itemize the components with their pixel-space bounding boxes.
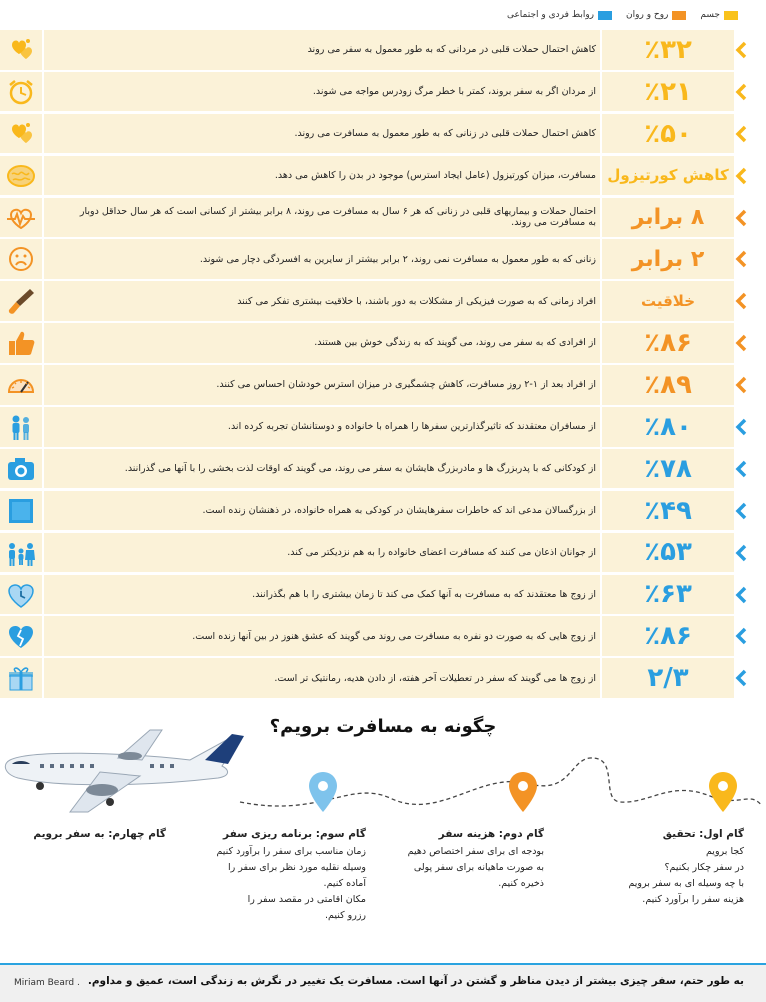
airplane-icon — [0, 720, 250, 830]
stat-description-text: کاهش احتمال حملات قلبی در زنانی که به طور معمول به مسافرت می روند. — [294, 128, 596, 140]
chevron-left-icon — [734, 292, 748, 310]
stat-value: ٪۷۸ — [644, 453, 692, 484]
chevron-left-icon — [734, 502, 748, 520]
chevron-left-icon — [734, 460, 748, 478]
stat-value: ٪۸۹ — [644, 369, 692, 400]
stat-value: ٪۵۰ — [644, 118, 692, 149]
chevron-left-icon — [734, 669, 748, 687]
step-research — [594, 826, 744, 908]
chevron-left-icon — [734, 250, 748, 268]
stat-description — [76, 30, 596, 70]
chevron-left-icon — [734, 376, 748, 394]
stat-description — [76, 575, 596, 615]
legend-swatch-body — [724, 11, 738, 20]
stat-row — [0, 575, 766, 615]
legend-item-social — [507, 10, 612, 20]
footer-author: Miriam Beard . — [14, 978, 80, 988]
legend-item-body — [700, 10, 738, 20]
step-research-line: با چه وسیله ای به سفر برویم — [628, 878, 744, 889]
stat-description — [76, 491, 596, 531]
pin-step1-icon — [708, 770, 738, 814]
stat-row — [0, 323, 766, 363]
step-planning-line: رزرو کنیم. — [325, 910, 366, 921]
stat-description — [76, 156, 596, 196]
stat-description-text: از زوج ها معتقدند که به مسافرت به آنها کمک می کند تا زمان بیشتری را با هم بگذرانند. — [252, 588, 596, 600]
stat-description-text: از مسافران معتقدند که تاثیرگذارترین سفرها را همراه با خانواده و دوستانشان تجربه کرده اند. — [227, 421, 596, 433]
chevron-left-icon — [734, 544, 748, 562]
stat-row — [0, 658, 766, 698]
stat-row — [0, 114, 766, 154]
chevron-left-icon — [734, 125, 748, 143]
step-go — [16, 826, 166, 844]
legend — [507, 6, 738, 24]
stat-description — [76, 323, 596, 363]
step-budget-line: بودجه ای برای سفر اختصاص دهیم — [407, 846, 544, 857]
stat-value: ٪۳۲ — [644, 34, 692, 65]
step-planning-line: آماده کنیم. — [323, 878, 366, 889]
stat-description-text: از جوانان اذعان می کنند که مسافرت اعضای خانواده را به هم نزدیکتر می کند. — [287, 546, 596, 558]
stat-value: ٪۴۹ — [644, 495, 692, 526]
step-planning-line: مکان اقامتی در مقصد سفر را — [247, 894, 366, 905]
broken-heart-icon — [6, 621, 36, 651]
brain-icon — [6, 161, 36, 191]
people-icon — [6, 412, 36, 442]
stat-description-text: از مردان اگر به سفر بروند، کمتر با خطر مرگ زودرس مواجه می شوند. — [312, 86, 596, 98]
thumbs-up-icon — [6, 328, 36, 358]
stat-description-text: از افراد بعد از ۱-۲ روز مسافرت، کاهش چشمگیری در میزان استرس خودشان احساس می کنند. — [216, 379, 596, 391]
step-budget-title: گام دوم: هزینه سفر — [438, 828, 544, 840]
stat-value: کاهش کورتیزول — [607, 166, 729, 185]
stat-description-text: از بزرگسالان مدعی اند که خاطرات سفرهایشان در کودکی به همراه خانواده، در ذهنشان زنده است. — [202, 505, 596, 517]
stat-value: ۲ برابر — [631, 246, 705, 272]
stat-value: ٪۸۰ — [644, 411, 692, 442]
chevron-left-icon — [734, 586, 748, 604]
stat-description-text: از افرادی که به سفر می روند، می گویند که به زندگی خوش بین هستند. — [314, 337, 596, 349]
step-budget — [374, 826, 544, 892]
stat-row — [0, 198, 766, 238]
step-research-line: هزینه سفر را برآورد کنیم. — [642, 894, 744, 905]
stat-description — [76, 281, 596, 321]
legend-swatch-social — [598, 11, 612, 20]
legend-label-body: جسم — [700, 10, 720, 20]
stat-description-text: کاهش احتمال حملات قلبی در مردانی که به طور معمول به سفر می روند — [307, 44, 596, 56]
stat-value: ۲/۳ — [647, 663, 689, 694]
alarm-clock-icon — [6, 77, 36, 107]
heart-clock-icon — [6, 580, 36, 610]
chevron-left-icon — [734, 209, 748, 227]
stat-description-text: احتمال حملات و بیماریهای قلبی در زنانی که هر ۶ سال به مسافرت می روند، ۸ برابر بیشتر از کسانی است که هر سال حداقل دوبار به مسافرت می روند. — [79, 206, 596, 229]
step-research-line: در سفر چکار بکنیم؟ — [664, 862, 744, 873]
quote-footer — [0, 963, 766, 1002]
stat-row — [0, 72, 766, 112]
hearts-icon — [6, 119, 36, 149]
paintbrush-icon — [6, 286, 36, 316]
chevron-left-icon — [734, 418, 748, 436]
stat-row — [0, 491, 766, 531]
stat-row — [0, 407, 766, 447]
step-planning — [196, 826, 366, 924]
chevron-left-icon — [734, 83, 748, 101]
stat-description-text: از زوج ها می گویند که سفر در تعطیلات آخر هفته، از دادن هدیه، رمانتیک تر است. — [274, 672, 596, 684]
stat-value: ٪۲۱ — [644, 76, 692, 107]
legend-swatch-mind — [672, 11, 686, 20]
stat-row — [0, 30, 766, 70]
pin-step2-icon — [508, 770, 538, 814]
stat-description — [76, 658, 596, 698]
chevron-left-icon — [734, 334, 748, 352]
stats-list — [0, 30, 766, 700]
stat-description-text: زنانی که به طور معمول به مسافرت نمی روند، ۲ برابر بیشتر از سایرین به افسردگی دچار می شوند. — [199, 253, 596, 265]
heartbeat-icon — [6, 203, 36, 233]
stat-value: ۸ برابر — [631, 204, 705, 230]
stat-description — [76, 616, 596, 656]
stat-row — [0, 239, 766, 279]
stat-value: ٪۵۳ — [644, 537, 692, 568]
hearts-icon — [6, 35, 36, 65]
stat-row — [0, 156, 766, 196]
stat-row — [0, 533, 766, 573]
stat-description — [76, 365, 596, 405]
legend-label-mind: روح و روان — [626, 10, 669, 20]
stat-row — [0, 281, 766, 321]
sad-face-icon — [6, 244, 36, 274]
chevron-left-icon — [734, 41, 748, 59]
camera-icon — [6, 454, 36, 484]
stat-description — [76, 198, 596, 238]
stat-description — [76, 72, 596, 112]
stat-description-text: از زوج هایی که به صورت دو نفره به مسافرت می روند می گویند که عشق هنوز در بین آنها زنده است. — [192, 630, 596, 642]
step-planning-line: وسیله نقلیه مورد نظر برای سفر را — [227, 862, 366, 873]
stat-row — [0, 449, 766, 489]
family-icon — [6, 538, 36, 568]
chevron-left-icon — [734, 627, 748, 645]
stat-value: ٪۸۶ — [644, 621, 692, 652]
stat-value: ٪۶۳ — [644, 579, 692, 610]
gauge-icon — [6, 370, 36, 400]
stat-row — [0, 365, 766, 405]
legend-label-social: روابط فردی و اجتماعی — [506, 10, 595, 20]
stat-description — [76, 114, 596, 154]
section-title: چگونه به مسافرت برویم؟ — [269, 716, 497, 737]
step-go-title: گام چهارم: به سفر برویم — [33, 828, 166, 840]
step-planning-title: گام سوم: برنامه ریزی سفر — [223, 828, 366, 840]
stat-description-text: افراد زمانی که به صورت فیزیکی از مشکلات به دور باشند، با خلاقیت بیشتری تفکر می کنند — [237, 295, 596, 307]
step-research-line: کجا برویم — [705, 846, 744, 857]
step-budget-line: به صورت ماهیانه برای سفر پولی — [413, 862, 544, 873]
step-planning-line: زمان مناسب برای سفر را برآورد کنیم — [216, 846, 366, 857]
stat-value: ٪۸۶ — [644, 327, 692, 358]
gift-icon — [6, 663, 36, 693]
stat-description-text: مسافرت، میزان کورتیزول (عامل ایجاد استرس) موجود در بدن را کاهش می دهد. — [274, 169, 596, 181]
stat-row — [0, 616, 766, 656]
photo-frame-icon — [6, 496, 36, 526]
stat-description — [76, 449, 596, 489]
chevron-left-icon — [734, 167, 748, 185]
stat-description — [76, 407, 596, 447]
step-budget-line: ذخیره کنیم. — [498, 878, 544, 889]
pin-step3-icon — [308, 770, 338, 814]
stat-value: خلاقیت — [640, 292, 696, 311]
stat-description — [76, 239, 596, 279]
step-research-title: گام اول: تحقیق — [662, 828, 744, 840]
stat-description-text: از کودکانی که با پدربزرگ ها و مادربزرگ هایشان به سفر می روند، می گویند که اوقات لذت بخشی را با آنها می گذرانند. — [124, 463, 596, 475]
legend-item-mind — [626, 10, 686, 20]
footer-quote: به طور حتم، سفر چیزی بیشتر از دیدن مناظر و گشتن در آنها است. مسافرت یک تغییر در نگرش به زندگی است، عمیق و مداوم. — [87, 975, 744, 987]
stat-description — [76, 533, 596, 573]
